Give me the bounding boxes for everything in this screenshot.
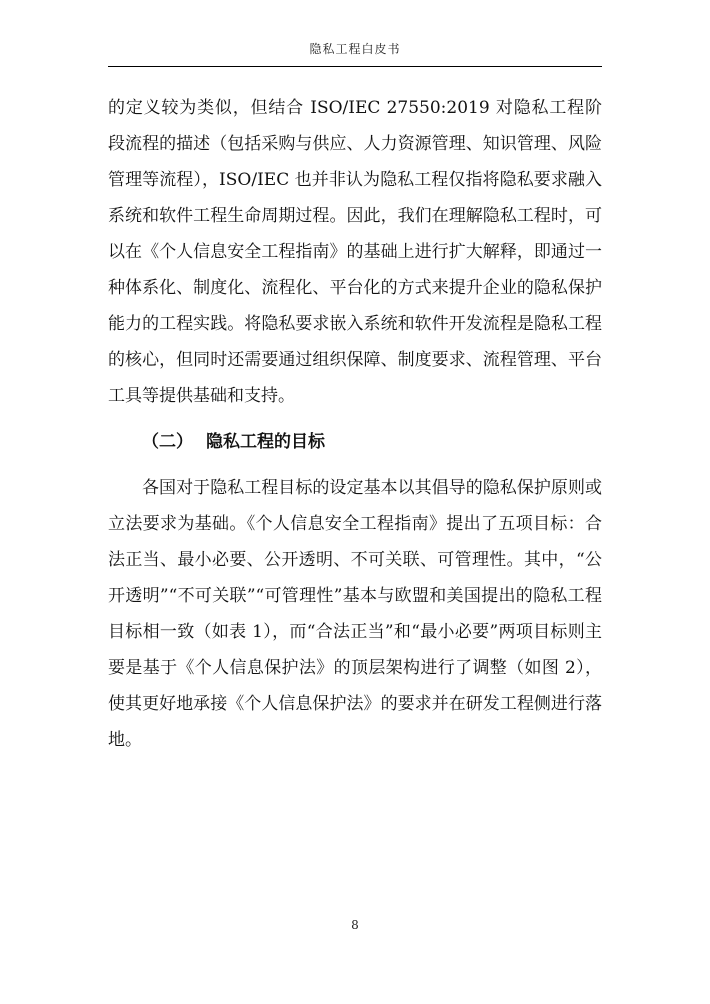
body-text — [108, 90, 602, 758]
section-title: 隐私工程的目标 — [206, 432, 325, 452]
header-rule — [108, 66, 602, 67]
paragraph-continued: 的定义较为类似，但结合 ISO/IEC 27550:2019 对隐私工程阶段流程的描述（包括采购与供应、人力资源管理、知识管理、风险管理等流程），ISO/IEC 也并非认为隐私工程仅指将隐私要求融入系统和软件工程生命周期过程。因此，我们在理解隐私工程时，可以在《个人信息安全工程指南》的基础上进行扩大解释，即通过一种体系化、制度化、流程化、平台化的方式来提升企业的隐私保护能力的工程实践。将隐私要求嵌入系统和软件开发流程是隐私工程的核心，但同时还需要通过组织保障、制度要求、流程管理、平台工具等提供基础和支持。 — [108, 98, 602, 406]
section-number: （二） — [142, 432, 193, 452]
section-heading — [108, 414, 602, 470]
running-header: 隐私工程白皮书 — [309, 42, 401, 56]
page-number: 8 — [351, 918, 359, 932]
paragraph-goals: 各国对于隐私工程目标的设定基本以其倡导的隐私保护原则或立法要求为基础。《个人信息安全工程指南》提出了五项目标：合法正当、最小必要、公开透明、不可关联、可管理性。其中，“公开透明”“不可关联”“可管理性”基本与欧盟和美国提出的隐私工程目标相一致（如表 1），而“合法正当”和“最小必要”两项目标则主要是基于《个人信息保护法》的顶层架构进行了调整（如图 2），使其更好地承接《个人信息保护法》的要求并在研发工程侧进行落地。 — [108, 478, 602, 750]
